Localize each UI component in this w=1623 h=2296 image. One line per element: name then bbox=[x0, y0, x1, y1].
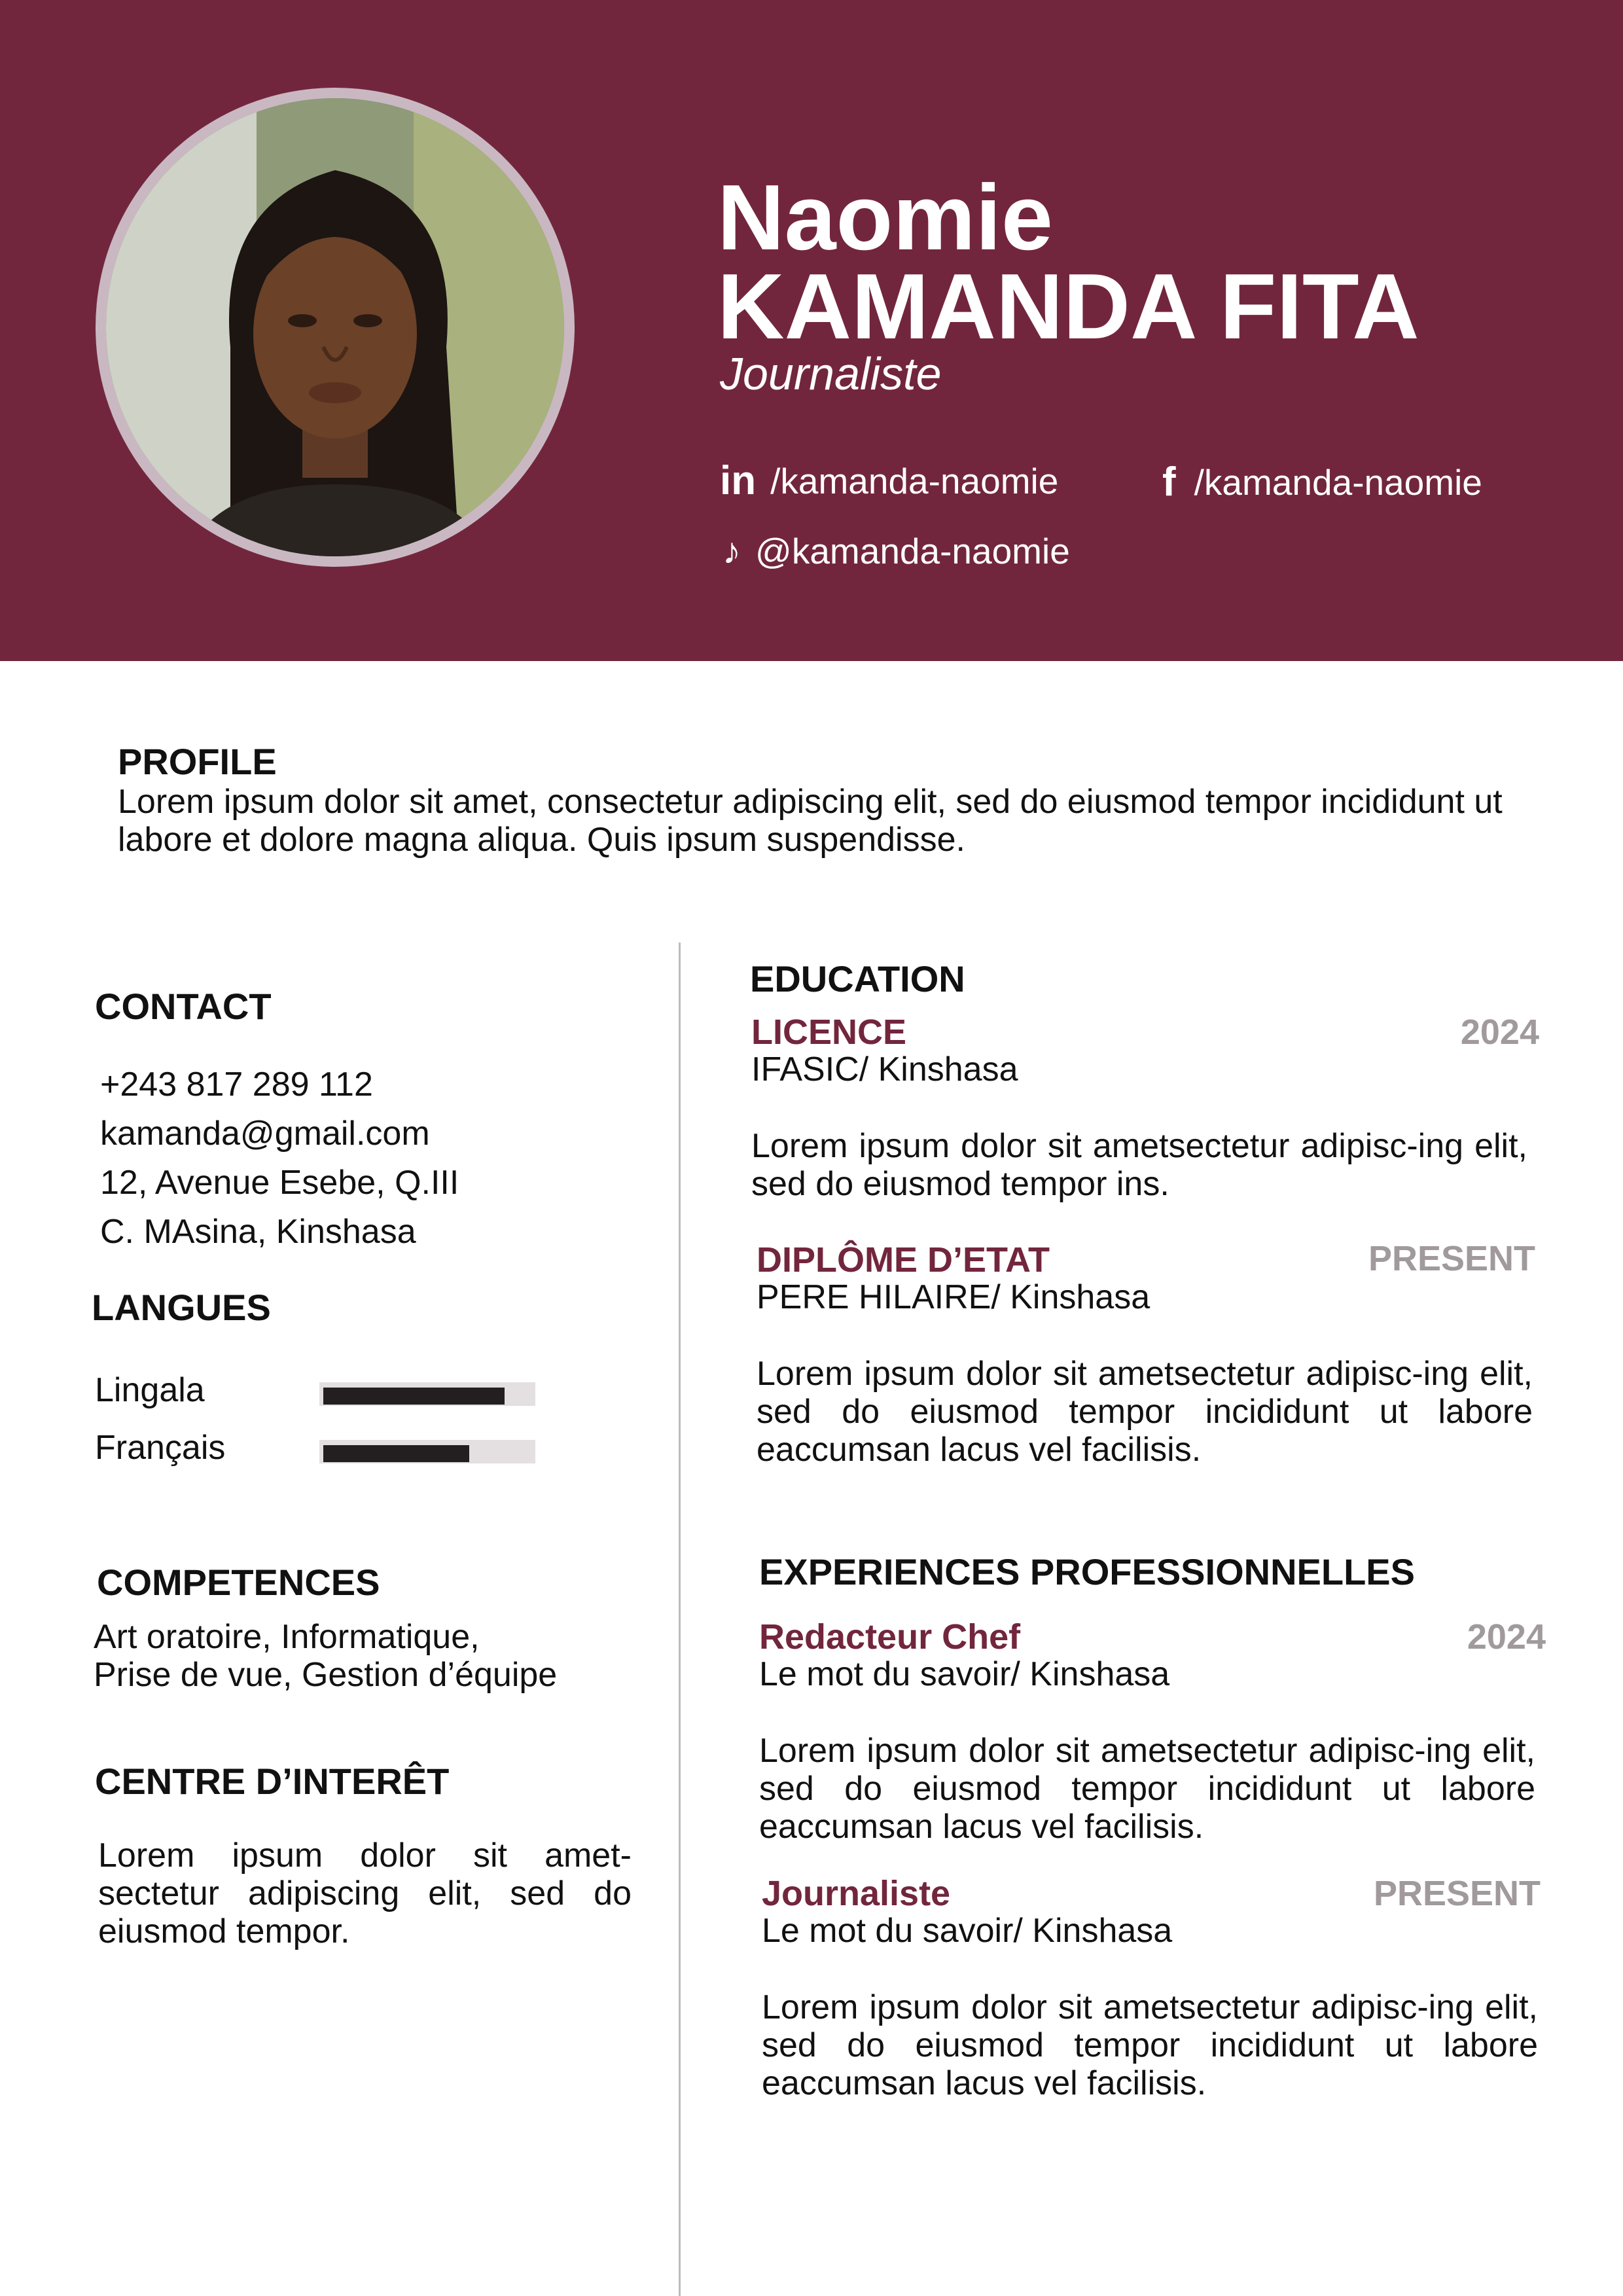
experience-title-2: Journaliste bbox=[762, 1874, 951, 1913]
education-title-2: DIPLÔME D’ETAT bbox=[757, 1240, 1050, 1280]
column-divider bbox=[679, 942, 681, 2296]
profile-heading: PROFILE bbox=[118, 741, 277, 782]
first-name: Naomie bbox=[717, 166, 1053, 270]
linkedin-icon: in bbox=[720, 458, 757, 503]
profile-photo bbox=[106, 98, 564, 556]
experience-title-1: Redacteur Chef bbox=[759, 1617, 1021, 1657]
contact-address-line1: 12, Avenue Esebe, Q.III bbox=[100, 1164, 459, 1202]
education-date-2: PRESENT bbox=[1368, 1239, 1535, 1278]
experience-date-1: 2024 bbox=[1467, 1617, 1546, 1657]
languages-heading: LANGUES bbox=[92, 1287, 271, 1328]
education-desc-1: Lorem ipsum dolor sit ametsectetur adipisc-ing elit, sed do eiusmod tempor ins. bbox=[751, 1127, 1527, 1203]
experience-desc-2: Lorem ipsum dolor sit ametsectetur adipisc-ing elit, sed do eiusmod tempor incididunt ut labore eaccumsan lacus vel facilisis. bbox=[762, 1988, 1538, 2102]
linkedin-handle: /kamanda-naomie bbox=[770, 460, 1059, 501]
skills-line-2: Prise de vue, Gestion d’équipe bbox=[94, 1656, 558, 1694]
last-name: KAMANDA FITA bbox=[717, 255, 1419, 359]
job-title: Journaliste bbox=[720, 348, 942, 399]
profile-text: Lorem ipsum dolor sit amet, consectetur adipiscing elit, sed do eiusmod tempor incididunt ut labore et dolore magna aliqua. Quis ipsum suspendisse. bbox=[118, 783, 1503, 859]
education-org-1: IFASIC/ Kinshasa bbox=[751, 1050, 1018, 1088]
skills-heading: COMPETENCES bbox=[97, 1562, 380, 1603]
language-bar-1-fill bbox=[323, 1388, 505, 1405]
facebook-link[interactable] bbox=[1162, 459, 1482, 505]
education-heading: EDUCATION bbox=[750, 958, 965, 999]
language-bar-2 bbox=[319, 1440, 535, 1463]
facebook-icon: f bbox=[1162, 459, 1176, 505]
experience-date-2: PRESENT bbox=[1373, 1874, 1541, 1913]
interests-text: Lorem ipsum dolor sit amet-sectetur adipiscing elit, sed do eiusmod tempor. bbox=[98, 1837, 632, 1950]
experience-desc-1: Lorem ipsum dolor sit ametsectetur adipisc-ing elit, sed do eiusmod tempor incididunt ut labore eaccumsan lacus vel facilisis. bbox=[759, 1732, 1535, 1846]
experience-org-2: Le mot du savoir/ Kinshasa bbox=[762, 1912, 1173, 1950]
contact-email[interactable]: kamanda@gmail.com bbox=[100, 1115, 430, 1153]
interests-heading: CENTRE D’INTERÊT bbox=[95, 1761, 450, 1802]
tiktok-link[interactable] bbox=[722, 530, 1070, 571]
tiktok-handle: @kamanda-naomie bbox=[755, 530, 1070, 571]
language-label-2: Français bbox=[95, 1429, 226, 1467]
education-org-2: PERE HILAIRE/ Kinshasa bbox=[757, 1278, 1150, 1316]
facebook-handle: /kamanda-naomie bbox=[1194, 461, 1482, 503]
portrait-illustration bbox=[106, 98, 564, 556]
contact-phone[interactable]: +243 817 289 112 bbox=[100, 1066, 373, 1103]
linkedin-link[interactable] bbox=[720, 458, 1059, 503]
contact-address-line2: C. MAsina, Kinshasa bbox=[100, 1213, 416, 1251]
language-bar-2-fill bbox=[323, 1445, 469, 1462]
experience-heading: EXPERIENCES PROFESSIONNELLES bbox=[759, 1551, 1415, 1592]
language-bar-1 bbox=[319, 1382, 535, 1406]
experience-org-1: Le mot du savoir/ Kinshasa bbox=[759, 1655, 1170, 1693]
education-date-1: 2024 bbox=[1460, 1013, 1539, 1052]
education-title-1: LICENCE bbox=[751, 1013, 907, 1052]
education-desc-2: Lorem ipsum dolor sit ametsectetur adipisc-ing elit, sed do eiusmod tempor incididunt ut labore eaccumsan lacus vel facilisis. bbox=[757, 1355, 1533, 1469]
contact-heading: CONTACT bbox=[95, 986, 272, 1027]
skills-line-1: Art oratoire, Informatique, bbox=[94, 1618, 480, 1656]
language-label-1: Lingala bbox=[95, 1371, 205, 1409]
tiktok-icon: ♪ bbox=[722, 530, 741, 571]
